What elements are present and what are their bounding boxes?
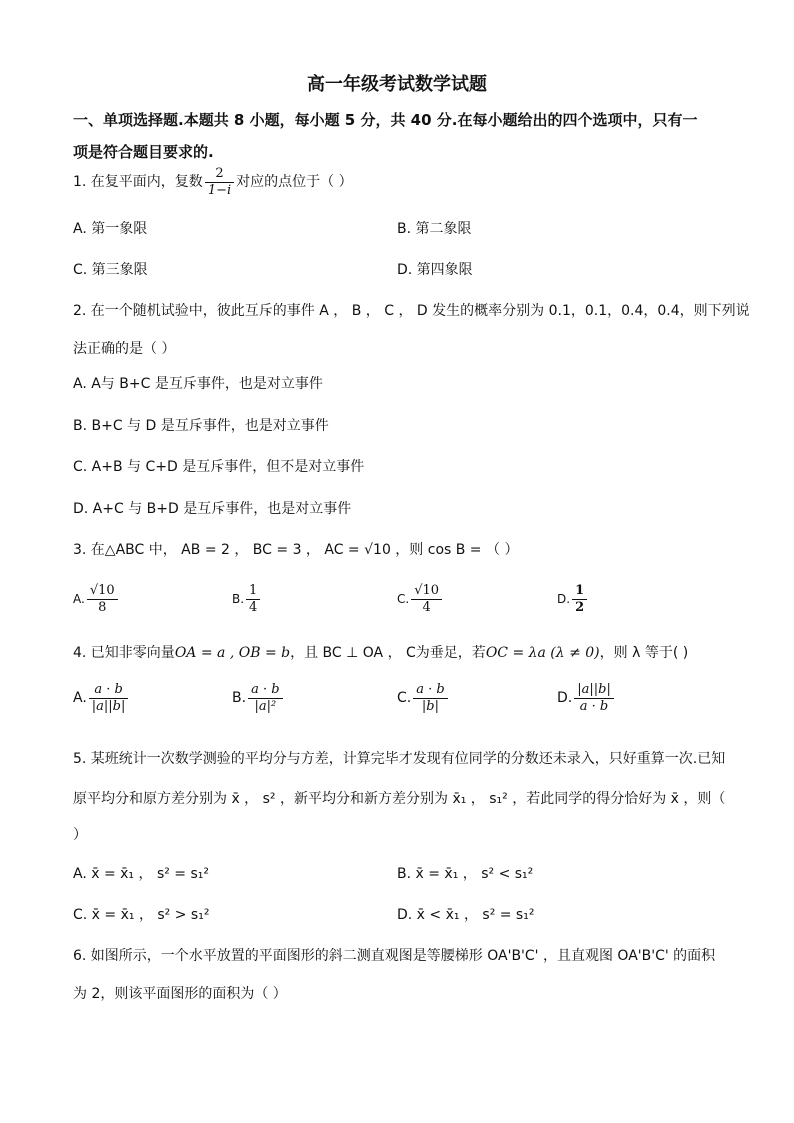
q1-fraction [205,166,234,198]
q3-d-fraction [572,583,587,615]
q4-c-num: a · b [416,682,445,697]
q3-a-den: 8 [87,599,118,616]
q3-a-label: A. [73,592,85,607]
q1-option-c[interactable]: C. 第三象限 [73,262,148,278]
q4-condition: ，且 BC ⊥ OA ， C为垂足，若 [290,645,486,661]
question-1-stem [73,166,353,198]
q3-b-label: B. [232,592,245,607]
q3-d-label: D. [557,592,571,607]
q1-option-d[interactable]: D. 第四象限 [397,262,473,278]
q4-d-fraction [574,682,614,714]
question-5-stem-line1: 5. 某班统计一次数学测验的平均分与方差，计算完毕才发现有位同学的分数还未录入，只好重算一次.已知 [73,751,726,767]
q3-a-fraction [87,583,118,615]
question-2-stem-line2: 法正确的是（ ） [73,341,176,357]
q3-c-fraction [411,583,442,615]
q4-vector-oc: OC = λa (λ ≠ 0) [485,645,600,661]
q1-option-b[interactable]: B. 第二象限 [397,221,472,237]
q4-d-den: a · b [574,698,614,715]
q4-b-fraction [248,682,282,714]
q2-option-a[interactable]: A. A与 B+C 是互斥事件，也是对立事件 [73,376,323,392]
q2-option-b[interactable]: B. B+C 与 D 是互斥事件，也是对立事件 [73,418,329,434]
q2-option-c[interactable]: C. A+B 与 C+D 是互斥事件，但不是对立事件 [73,459,365,475]
q3-option-b[interactable] [232,583,262,615]
q4-vector-def: OA = a , OB = b [174,645,291,661]
q3-option-c[interactable] [397,583,444,615]
q1-prefix: 1. 在复平面内，复数 [73,174,203,191]
q4-suffix: ，则 λ 等于( ) [599,645,689,661]
section-heading-line2: 项是符合题目要求的. [73,143,214,161]
q1-numerator: 2 [215,166,224,181]
question-6-stem-line1: 6. 如图所示，一个水平放置的平面图形的斜二测直观图是等腰梯形 OA'B'C' ，且直观图 OA'B'C' 的面积 [73,948,716,964]
q3-b-num: 1 [249,583,258,598]
q4-a-num: a · b [94,682,123,697]
section-heading-line1: 一、单项选择题.本题共 8 小题，每小题 5 分，共 40 分.在每小题给出的四个选项中，只有一 [73,111,698,129]
q4-c-fraction [413,682,447,714]
q5-option-d[interactable]: D. x̄ < x̄₁ ， s² = s₁² [397,907,535,923]
q4-b-num: a · b [251,682,280,697]
question-6-stem-line2: 为 2，则该平面图形的面积为（ ） [73,986,287,1002]
q5-option-b[interactable]: B. x̄ = x̄₁ ， s² < s₁² [397,866,534,882]
q3-c-den: 4 [411,599,442,616]
q4-option-b[interactable] [232,682,285,714]
q3-c-label: C. [397,592,410,607]
q4-option-a[interactable] [73,682,130,714]
q4-option-c[interactable] [397,682,450,714]
question-4-stem [73,645,688,662]
q4-c-label: C. [397,690,412,707]
q4-d-label: D. [557,690,573,707]
q1-option-a[interactable]: A. 第一象限 [73,221,148,237]
q4-b-label: B. [232,690,247,707]
q1-denominator: 1−i [205,182,234,199]
q3-c-num: √10 [414,583,440,598]
q3-option-a[interactable] [73,583,120,615]
q3-b-fraction [246,583,260,615]
q4-b-den: |a|² [248,698,282,715]
page-title: 高一年级考试数学试题 [307,74,487,95]
q4-c-den: |b| [413,698,447,715]
q3-d-num: 1 [575,583,585,598]
q4-option-d[interactable] [557,682,616,714]
q2-option-d[interactable]: D. A+C 与 B+D 是互斥事件，也是对立事件 [73,501,352,517]
question-3-stem: 3. 在△ABC 中， AB = 2 ， BC = 3 ， AC = √10 ，则 cos B = （ ） [73,542,519,558]
q3-d-den: 2 [572,599,587,616]
q3-b-den: 4 [246,599,260,616]
q4-d-num: |a||b| [577,682,611,697]
q5-option-c[interactable]: C. x̄ = x̄₁ ， s² > s₁² [73,907,210,923]
q4-a-label: A. [73,690,87,707]
q4-a-den: |a||b| [89,698,129,715]
q1-suffix: 对应的点位于（ ） [236,174,353,191]
q5-option-a[interactable]: A. x̄ = x̄₁ ， s² = s₁² [73,866,210,882]
q3-a-num: √10 [89,583,115,598]
question-5-stem-line2: 原平均分和原方差分别为 x̄ ， s² ，新平均分和新方差分别为 x̄₁ ， s₁² ，若此同学的得分恰好为 x̄ ，则（ [73,791,726,807]
question-5-stem-line3: ） [73,827,87,843]
q4-a-fraction [89,682,129,714]
question-2-stem-line1: 2. 在一个随机试验中，彼此互斥的事件 A ， B ， C ， D 发生的概率分别为 0.1，0.1，0.4，0.4，则下列说 [73,303,750,319]
q3-option-d[interactable] [557,583,589,615]
q4-prefix: 4. 已知非零向量 [73,645,175,661]
